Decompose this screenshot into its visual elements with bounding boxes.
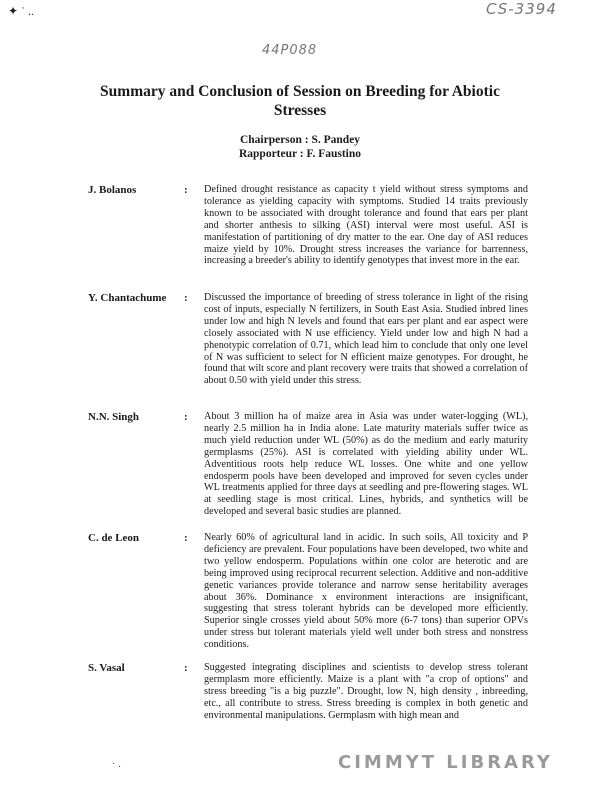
separator: : bbox=[184, 292, 188, 304]
speaker-summary: Discussed the importance of breeding of stress tolerance in light of the rising cost of inputs, especially N fertilizers, in South East Asia. Studied inbred lines under low and high N levels and found that ears per plant and ear aspect were closely associated with N use efficiency. Yield under low and high N had a phenotypic correlation of 0.71, which lead him to conclude that only one level of N was sufficient to select for N efficient maize genotypes. For drought, he found that wilt score and plant recovery were traits that showed a correlation of about 0.50 with yield under this stress. bbox=[204, 292, 528, 387]
separator: : bbox=[184, 184, 188, 196]
speaker-summary: Nearly 60% of agricultural land in acidic. In such soils, All toxicity and P deficiency are prevalent. Four populations have been developed, two white and two yellow endosperm. Populations within one color are heterotic and are being improved using reciprocal recurrent selection. Additive and non-additive genetic variances provide tolerance and narrow sense heritability averages about 36%. Dominance x environment interactions are insignificant, suggesting that stress tolerant hybrids can be developed more efficiently. Superior single crosses yield about 50% more (6-7 tons) than superior OPVs under stress but tolerant materials yield well under both stress and nonstress conditions. bbox=[204, 532, 528, 651]
separator: : bbox=[184, 532, 188, 544]
speaker-summary: Defined drought resistance as capacity t yield without stress symptoms and tolerance as yielding capacity with symptoms. Studied 14 traits previously known to be associated with drought tolerance and found that ears per plant and shorter anthesis to silking (ASI) interval were most useful. ASI is manifestation of partitioning of dry matter to the ear. One day of ASI reduces maize yield by 10%. Drought stress increases the variance for barrenness, increasing a breeder's ability to identify genotypes that invest more in the ear. bbox=[204, 184, 528, 267]
speaker-summary: About 3 million ha of maize area in Asia was under water-logging (WL), nearly 2.5 million ha in India alone. Late maturity materials suffer twice as much yield reduction under WL (50%) as do the medium and early maturity germplasms (25%). ASI is correlated with yielding ability under WL. Adventitious roots help reduce WL losses. One white and one yellow endosperm pools have been developed and improved for seven cycles under WL treatments applied for three days at seedling and pre-flowering stages. WL at seedling stage is most critical. Lines, hybrids, and synthetics will be developed and several basic studies are planned. bbox=[204, 411, 528, 518]
scan-specks: ✦ ˙ .. bbox=[8, 4, 35, 18]
speaker-name: Y. Chantachume bbox=[88, 292, 167, 304]
speaker-name: S. Vasal bbox=[88, 662, 125, 674]
handwritten-id-stamp: CS-3394 bbox=[486, 0, 557, 18]
handwritten-accession-number: 44P088 bbox=[262, 43, 318, 58]
speaker-summary: Suggested integrating disciplines and scientists to develop stress tolerant germplasm more efficiently. Maize is a plant with "a crop of options" and stress breeding "is a big puzzle". Drought, low N, high density , inbreeding, etc., all contribute to stress. Stress breeding is complex in both genetic and environmental manipulations. Germplasm with high mean and bbox=[204, 662, 528, 721]
chairperson-line: Chairperson : S. Pandey bbox=[239, 134, 361, 146]
page-title: Summary and Conclusion of Session on Breeding for Abiotic Stresses bbox=[100, 83, 500, 119]
separator: : bbox=[184, 411, 188, 423]
library-stamp: CIMMYT LIBRARY bbox=[338, 752, 553, 773]
speaker-name: C. de Leon bbox=[88, 532, 140, 544]
speaker-name: J. Bolanos bbox=[88, 184, 137, 196]
speaker-name: N.N. Singh bbox=[88, 411, 140, 423]
scan-specks-bottom: ˙ · bbox=[112, 762, 122, 773]
rapporteur-line: Rapporteur : F. Faustino bbox=[238, 148, 362, 160]
separator: : bbox=[184, 662, 188, 674]
session-officers bbox=[150, 133, 450, 161]
